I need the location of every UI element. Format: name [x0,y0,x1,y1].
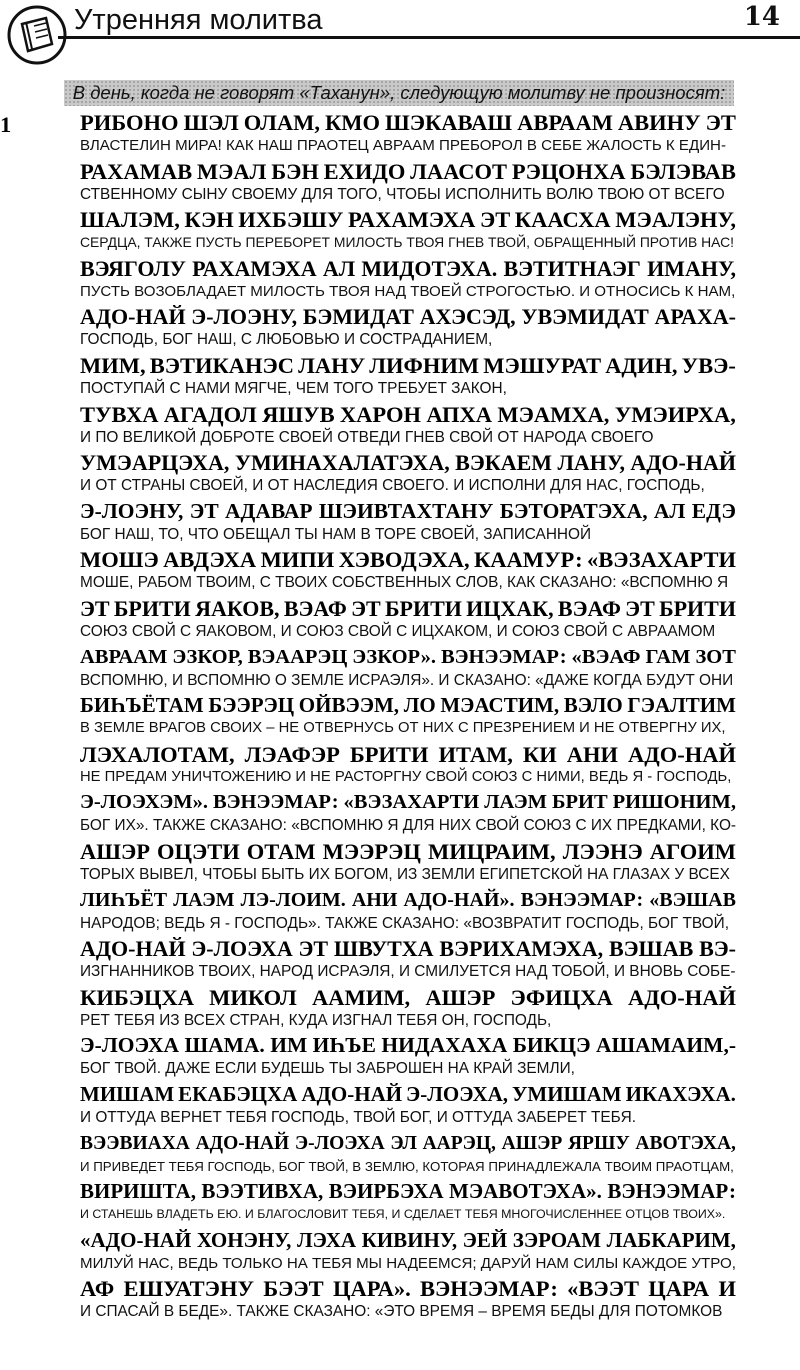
word: БРИТИ [349,741,429,767]
word: РАХАМЭХА [347,207,476,233]
page-title: Утренняя молитва [74,4,323,36]
word: УВЭМИДАТ [521,304,649,330]
word: ЯАКОВ, [195,596,280,621]
word: ВЭНЭЭМАР: [440,645,567,668]
word: АДО-НАЙ [627,984,736,1010]
translation-line: И ОТ СТРАНЫ СВОЕЙ, И ОТ НАСЛЕДИЯ СВОЕГО. И ИСПОЛНИ ДЛЯ НАС, ГОСПОДЬ, [80,477,705,495]
book-emblem-icon [6,4,68,66]
word: КААМУР: [473,547,583,573]
word: И [718,1276,736,1302]
line-pair [80,207,736,252]
translation-line: МИЛУЙ НАС, ВЕДЬ ТОЛЬКО НА ТЕБЯ МЫ НАДЕЕМСЯ; ДАРУЙ НАМ СИЛЫ КАЖДОЕ УТРО, [80,1254,736,1272]
word: ЯРШУ [567,1132,630,1154]
word: ЦАРА [648,1276,710,1302]
word: АДО-НАЙ [301,1082,403,1106]
word: ВЭАФ [557,596,621,621]
transliteration-line [80,207,736,232]
transliteration-line [80,304,736,329]
transliteration-line [80,985,736,1010]
word: МИШАМ [80,1082,175,1106]
word: КААСХА [514,207,611,233]
line-pair [80,402,736,447]
line-pair [80,888,736,933]
transliteration-line [80,596,736,621]
transliteration-line [80,790,736,815]
word: ЛААСОТ [410,158,508,184]
line-pair [80,790,736,835]
word: ЭТ [298,936,329,962]
word: ИЦХАК, [466,596,554,621]
line-pair [80,742,736,787]
word: МЭАВОТЭХА». [449,1179,602,1204]
word: УМИШАМ [511,1082,622,1106]
word: ЛЭ-ЛОИМ. [240,888,346,911]
translation-line: СТВЕННОМУ СЫНУ СВОЕМУ ДЛЯ ТОГО, ЧТОБЫ ИСПОЛНИТЬ ВОЛЮ ТВОЮ ОТ ВСЕГО [80,185,725,203]
translation-line: МОШЕ, РАБОМ ТВОИМ, С ТВОИХ СОБСТВЕННЫХ СЛОВ, КАК СКАЗАНО: «ВСПОМНЮ Я [80,574,729,592]
word: ЭТ [705,110,736,135]
word: Э-ЛОЭНУ, [80,498,184,523]
notice-text: В день, когда не говорят «Таханун», следующую молитву не произносят: [72,82,726,103]
word: ХЭВОДЭХА, [338,547,470,573]
word: ЭЕЙ [462,1227,508,1252]
word: ЛЭХА [296,1227,357,1252]
translation-line: НЕ ПРЕДАМ УНИЧТОЖЕНИЮ И НЕ РАСТОРГНУ СВОЙ СОЮЗ С НИМИ, ВЕДЬ Я - ГОСПОДЬ, [80,768,732,785]
word: ЕКАБЭЦХА [178,1082,298,1106]
word: ЭЗКОР, [172,645,243,668]
translation-line: БОГ ТВОЙ. ДАЖЕ ЕСЛИ БУДЕШЬ ТЫ ЗАБРОШЕН НА КРАЙ ЗЕМЛИ, [80,1060,575,1078]
word: КИБЭЦХА [80,984,194,1010]
notice-banner [64,80,734,106]
word: УМИНАХАЛАТЭХА, [234,450,450,476]
translation-line: И ОТТУДА ВЕРНЕТ ТЕБЯ ГОСПОДЬ, ТВОЙ БОГ, И ОТТУДА ЗАБЕРЕТ ТЕБЯ. [80,1109,636,1126]
translation-line: ГОСПОДЬ, БОГ НАШ, С ЛЮБОВЬЮ И СОСТРАДАНИЕМ, [80,331,493,349]
word: ВЭ- [699,936,736,962]
word: ШЭКАВАШ [385,110,513,135]
word: ЗЭРОАМ [512,1227,602,1252]
word: РИШОНИМ, [612,791,736,814]
word: АВРААМ [517,110,613,135]
word: ВЭКАЕМ [455,450,553,476]
transliteration-line [80,499,736,524]
line-pair [80,645,736,690]
word: МЭАМХА, [497,401,610,427]
word: ЕШУАТЭНУ [123,1276,254,1302]
word: ВЭАФ [283,596,347,621]
transliteration-line [80,353,736,378]
word: ВЭЛО [563,693,623,718]
word: АВИНУ [617,110,701,135]
word: КИ [522,741,557,767]
word: Э-ЛОЭХА [80,1033,180,1058]
word: АДО-НАЙ [630,450,736,476]
word: ЭЛ [390,1132,417,1154]
word: ШВУТХА [333,936,434,962]
word: АШАМАИМ,- [595,1033,736,1058]
word: ВЭНЭЭМАР: [607,1179,736,1204]
word: АХЭСЭД, [419,304,516,330]
word: АВДЭХА [163,547,257,573]
word: ЛИҺЪЁТ [80,888,168,911]
word: ЛИФНИМ [369,353,480,378]
word: АДО-НАЙ [627,741,736,767]
word: ВЭЭВИАХА [80,1132,190,1154]
translation-line: ПОСТУПАЙ С НАМИ МЯГЧЕ, ЧЕМ ТОГО ТРЕБУЕТ ЗАКОН, [80,380,507,397]
word: Э-ЛОЭНУ, [191,304,298,330]
word: БЭМИДАТ [302,304,414,330]
transliteration-line [80,110,736,135]
line-pair [80,1082,736,1127]
word: БЭЛЭВАВ [630,158,736,184]
word: БИКЦЭ [512,1033,591,1058]
word: АНИ [566,741,618,767]
word: ГЭАЛТИМ [627,693,736,718]
transliteration-line [80,1131,736,1156]
word: КИВИНУ, [361,1227,458,1252]
transliteration-line [80,1033,736,1058]
word: ЭЗКОР». [352,645,436,668]
word: ААРЭЦ, [422,1132,496,1154]
word: «ВЭЗАХАРТИ [587,547,736,573]
translation-line: И СТАНЕШЬ ВЛАДЕТЬ ЕЮ. И БЛАГОСЛОВИТ ТЕБЯ, И СДЕЛАЕТ ТЕБЯ МНОГОЧИСЛЕННЕЕ ОТЦОВ ТВОИХ». [80,1207,726,1222]
word: АГАДОЛ [163,401,257,427]
word: ОТАМ [246,839,316,864]
transliteration-line [80,1228,736,1253]
translation-line: И ПО ВЕЛИКОЙ ДОБРОТЕ СВОЕЙ ОТВЕДИ ГНЕВ СВОЙ ОТ НАРОДА СВОЕГО [80,428,654,446]
word: АРАХА- [654,304,736,330]
word: ЛАНУ, [557,450,625,476]
word: АШЭР [425,984,496,1010]
transliteration-line [80,256,736,281]
word: РАХАМАВ [80,158,193,184]
line-pair [80,499,736,544]
word: АДАВАР [225,498,313,523]
line-pair [80,353,736,398]
transliteration-line [80,1179,736,1204]
word: ЭТ [351,596,381,621]
line-pair [80,256,736,301]
word: ХОНЭНУ, [196,1227,292,1252]
word: МЭАЛ [196,158,267,184]
word: БЭЭРЭЦ [208,693,295,718]
line-pair [80,596,736,641]
word: ОЦЭТИ [156,839,240,864]
word: ВЭНЭЭМАР: [212,791,339,814]
word: ВЭЯГОЛУ [80,255,186,281]
word: НИДАХАХА [381,1033,508,1058]
word: ОЙВЭЭМ, [298,693,400,718]
word: ЛАЭМ [484,791,548,814]
line-pair [80,936,736,981]
page-number: 14 [743,2,780,32]
word: МОШЭ [80,547,159,573]
word: АПХА [426,401,493,427]
word: АГОИМ [649,839,736,864]
translation-line: СЕРДЦА, ТАКЖЕ ПУСТЬ ПЕРЕБОРЕТ МИЛОСТЬ ТВОЯ ГНЕВ ТВОЙ, ОБРАЩЕННЫЙ ПРОТИВ НАС! [80,234,735,251]
transliteration-line [80,742,736,767]
word: АЛ [653,498,686,523]
line-pair [80,450,736,495]
translation-line: ТОРЫХ ВЫВЕЛ, ЧТОБЫ БЫТЬ ИХ БОГОМ, ИЗ ЗЕМЛИ ЕГИПЕТСКОЙ НА ГЛАЗАХ У ВСЕХ [80,866,730,883]
transliteration-line [80,1276,736,1301]
word: МИПИ [260,547,335,573]
line-pair [80,304,736,349]
word: ВЭЭТИВХА, [201,1179,324,1204]
word: ШАЛЭМ, [80,207,180,233]
line-pair [80,1276,736,1321]
word: ВЭТИКАНЭС [149,353,295,378]
word: ВЭШАВ [608,936,694,962]
translation-line: ИЗГНАННИКОВ ТВОИХ, НАРОД ИСРАЭЛЯ, И СМИЛУЕТСЯ НАД ТОБОЙ, И ВНОВЬ СОБЕ- [80,963,736,981]
word: РИБОНО [80,110,179,135]
word: УМЭИРХА, [614,401,736,427]
word: АДИН, [605,353,678,378]
word: БЭН [271,158,319,184]
word: АШЭР [80,839,150,864]
word: «ВЭЭТ [567,1276,639,1302]
word: Э-ЛОЭХА [191,936,293,962]
word: МИДОТЭХА. [361,255,498,281]
word: БРИТИ [384,596,462,621]
transliteration-line [80,936,736,961]
word: АФ [80,1276,115,1302]
word: ЛЭХАЛОТАМ, [80,741,235,767]
word: ЭТ [80,596,110,621]
word: АШЭР [501,1132,563,1154]
word: АНИ [351,888,398,911]
translation-line: ПУСТЬ ВОЗОБЛАДАЕТ МИЛОСТЬ ТВОЯ НАД ТВОЕЙ СТРОГОСТЬЮ. И ОТНОСИСЬ К НАМ, [80,282,736,300]
line-pair [80,839,736,884]
translation-line: ВСПОМНЮ, И ВСПОМНЮ О ЗЕМЛЕ ИСРАЭЛЯ». И СКАЗАНО: «ДАЖЕ КОГДА БУДУТ ОНИ [80,671,734,689]
word: БРИТИ [659,596,736,621]
word: Э-ЛОЭХА, [406,1082,509,1106]
word: МИЦРАИМ, [427,839,556,864]
word: БРИТ [551,791,608,814]
word: ВЭНЭЭМАР: [520,888,644,911]
word: МЭШУРАТ [483,353,602,378]
verse-number: 1 [0,112,12,137]
translation-line: В ЗЕМЛЕ ВРАГОВ СВОИХ – НЕ ОТВЕРНУСЬ ОТ НИХ С ПРЕЗРЕНИЕМ И НЕ ОТВЕРГНУ ИХ, [80,720,726,737]
word: БРИТИ [113,596,191,621]
word: «АДО-НАЙ [80,1227,192,1252]
line-pair [80,1179,736,1224]
transliteration-line [80,839,736,864]
translation-line: И СПАСАЙ В БЕДЕ». ТАКЖЕ СКАЗАНО: «ЭТО ВРЕМЯ – ВРЕМЯ БЕДЫ ДЛЯ ПОТОМКОВ [80,1303,723,1321]
transliteration-line [80,888,736,913]
word: МЭАЛЭНУ, [615,207,736,233]
word: ЕДЭ [691,498,736,523]
word: ОЛАМ, [243,110,321,135]
word: КМО [324,110,381,135]
word: «ВЭШАВ [649,888,736,911]
word: ЛЭЭНЭ [562,839,643,864]
word: ЯШУВ [262,401,335,427]
transliteration-line [80,645,736,670]
word: МЭЭРЭЦ [322,839,421,864]
word: МЭАСТИМ, [440,693,560,718]
word: АДО-НАЙ [195,1132,290,1154]
word: ШЭЛ [183,110,239,135]
word: ВЭТИТНАЭГ [503,255,641,281]
word: ИМ [270,1033,308,1058]
word: ЦАРА». [332,1276,411,1302]
word: АВОТЭХА, [635,1132,736,1154]
word: Э-ЛОЭХЭМ». [80,791,208,814]
word: ВЭНЭЭМАР: [420,1276,558,1302]
word: ИМАНУ, [647,255,736,281]
transliteration-line [80,693,736,718]
line-pair [80,547,736,592]
word: ВЭРИХАМЭХА, [439,936,604,962]
word: АДО-НАЙ [80,304,186,330]
word: ЭФИЦХА [510,984,613,1010]
translation-line: НАРОДОВ; ВЕДЬ Я - ГОСПОДЬ». ТАКЖЕ СКАЗАНО: «ВОЗВРАТИТ ГОСПОДЬ, БОГ ТВОЙ, [80,914,729,932]
word: ШЭИВТАХТАНУ [318,498,494,523]
transliteration-line [80,547,736,572]
transliteration-line [80,1082,736,1107]
translation-line: РЕТ ТЕБЯ ИЗ ВСЕХ СТРАН, КУДА ИЗГНАЛ ТЕБЯ ОН, ГОСПОДЬ, [80,1011,552,1029]
word: РАХАМЭХА [192,255,317,281]
word: ИКАХЭХА. [625,1082,736,1106]
word: РЭЦОНХА [511,158,626,184]
word: АДО-НАЙ [80,936,186,962]
word: ВЭИРБЭХА [328,1179,444,1204]
transliteration-line [80,159,736,184]
word: БЭЭТ [263,1276,324,1302]
line-pair [80,1228,736,1273]
word: ЛАЭМ [173,888,235,911]
word: ЭТ [479,207,511,233]
word: ЭТ [189,498,219,523]
line-pair [80,110,736,155]
word: УВЭ- [681,353,736,378]
word: ЛЭАФЭР [244,741,340,767]
word: ААМИМ, [312,984,411,1010]
translation-line: СОЮЗ СВОЙ С ЯАКОВОМ, И СОЮЗ СВОЙ С ИЦХАКОМ, И СОЮЗ СВОЙ С АВРААМОМ [80,623,716,640]
transliteration-line [80,450,736,475]
word: БЭТОРАТЭХА, [499,498,648,523]
line-pair [80,693,736,738]
word: ИХБЭШУ [238,207,344,233]
word: ТУВХА [80,401,159,427]
line-pair [80,159,736,204]
word: ВЭААРЭЦ [247,645,348,668]
word: ЭТ [625,596,655,621]
line-pair [80,1033,736,1078]
word: ХАРОН [339,401,422,427]
word: ИҺЪЕ [312,1033,376,1058]
translation-line: БОГ ИХ». ТАКЖЕ СКАЗАНО: «ВСПОМНЮ Я ДЛЯ НИХ СВОЙ СОЮЗ С ИХ ПРЕДКАМИ, КО- [80,817,737,835]
word: УМЭАРЦЭХА, [80,450,230,476]
translation-line: ВЛАСТЕЛИН МИРА! КАК НАШ ПРАОТЕЦ АВРААМ ПРЕБОРОЛ В СЕБЕ ЖАЛОСТЬ К ЕДИН- [80,137,726,154]
word: ЛАБКАРИМ, [606,1227,736,1252]
word: ЛО [403,693,436,718]
line-pair [80,1131,736,1176]
word: ИТАМ, [438,741,513,767]
word: МИКОЛ [209,984,297,1010]
translation-line: И ПРИВЕДЕТ ТЕБЯ ГОСПОДЬ, БОГ ТВОЙ, В ЗЕМЛЮ, КОТОРАЯ ПРИНАДЛЕЖАЛА ТВОИМ ПРАОТЦАМ, [80,1158,734,1174]
line-pair [80,985,736,1030]
word: АЛ [322,255,356,281]
word: «ВЭАФ [571,645,641,668]
word: ЛАНУ [298,353,366,378]
word: ЕХИДО [323,158,406,184]
word: АВРААМ [80,645,168,668]
word: Э-ЛОЭХА [294,1132,385,1154]
translation-line: БОГ НАШ, ТО, ЧТО ОБЕЩАЛ ТЫ НАМ В ТОРЕ СВОЕЙ, ЗАПИСАННОЙ [80,525,592,543]
word: ГАМ [645,645,691,668]
word: ЗОТ [695,645,736,668]
word: «ВЭЗАХАРТИ [343,791,480,814]
word: МИМ, [80,353,146,378]
word: КЭН [184,207,234,233]
word: БИҺЪЁТАМ [80,693,204,718]
word: ВИРИШТА, [80,1179,196,1204]
word: АДО-НАЙ». [403,888,515,911]
page-header [0,0,800,62]
transliteration-line [80,402,736,427]
word: ШАМА. [184,1033,265,1058]
